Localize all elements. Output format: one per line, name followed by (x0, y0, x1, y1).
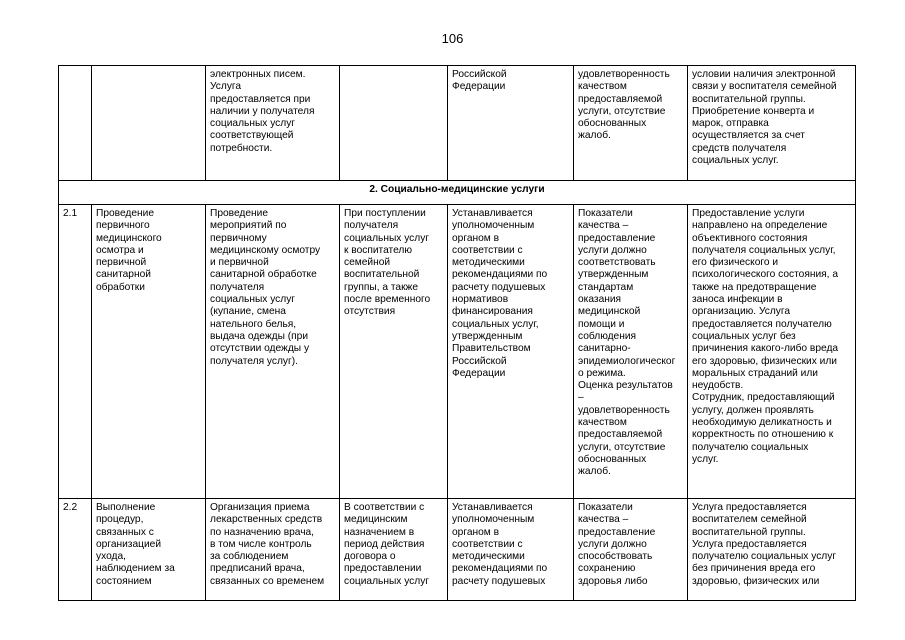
cell-quality (574, 205, 688, 499)
cell-text-line: качества – (578, 220, 629, 232)
cell-text-line: органом в (452, 526, 500, 538)
cell-text-line: рекомендациями по (452, 269, 548, 281)
cell-text-line: воспитательной группы. (692, 93, 806, 105)
cell-text-line: получателю социальных услуг (692, 551, 837, 563)
cell-text-line: процедур, (96, 514, 144, 526)
cell-text-line: предписаний врача, (210, 563, 305, 575)
cell-text-line: эпидемиологическог (578, 355, 676, 367)
cell-text-line: электронных писем. (210, 69, 306, 80)
cell-text-line: удовлетворенность (578, 404, 670, 416)
table-section-row (59, 181, 856, 205)
cell-text-line: предоставляемой (578, 429, 663, 441)
cell-text-line: санитарной обработке (210, 269, 317, 281)
cell-text-line: медицинского (96, 232, 162, 244)
cell-text-line: Приобретение конверта и (692, 105, 815, 117)
cell-text-line: – (578, 392, 584, 404)
cell-text-line: социальных услуг (344, 575, 430, 587)
cell-text-line: направлено на определение (692, 220, 828, 232)
cell-text-line: неудобств. (692, 380, 744, 392)
cell-text-line: качеством (578, 81, 627, 93)
cell-text-line: услуги, отсутствие (578, 105, 666, 117)
cell-text-line: связанных со временем (210, 575, 325, 587)
cell-text-line: Российской (452, 355, 507, 367)
cell-text-line: Показатели (578, 502, 633, 513)
cell-text-line: предоставляется получателю (692, 318, 832, 330)
cell-text-line: социальных услуг, (452, 318, 539, 330)
cell-text-line: способствовать (578, 551, 653, 563)
cell-text-line: социальных услуг без (692, 330, 796, 342)
cell-num: 2.1 (59, 205, 92, 499)
cell-text-line: наличии у получателя (210, 105, 315, 117)
cell-text-line: санитарно- (578, 343, 631, 355)
cell-text-line: его здоровью, физических или (692, 355, 837, 367)
cell-text-line: органом в (452, 232, 500, 244)
cell-timing (340, 66, 448, 181)
cell-text-line: Сотрудник, предоставляющий (692, 392, 835, 404)
cell-text-line: социальных услуг (344, 232, 430, 244)
cell-conditions (688, 499, 856, 601)
cell-text-line: обработки (96, 281, 145, 293)
cell-text-line: Проведение (96, 208, 154, 219)
cell-text-line: связи у воспитателя семейной (692, 81, 837, 93)
cell-text-line: о режима. (578, 367, 626, 379)
cell-text-line: потребности. (210, 142, 273, 154)
cell-service-name (92, 499, 206, 601)
cell-description (206, 66, 340, 181)
cell-description (206, 499, 340, 601)
cell-text-line: его физического и (692, 257, 779, 269)
cell-text-line: предоставляемой (578, 93, 663, 105)
cell-text-line: и первичной (210, 257, 269, 269)
cell-text-line: методическими (452, 551, 525, 563)
section-title: 2. Социально-медицинские услуги (59, 181, 856, 205)
cell-text-line: объективного состояния (692, 232, 808, 244)
cell-text-line: Устанавливается (452, 502, 533, 513)
cell-text-line: стандартам (578, 281, 634, 293)
cell-text-line: первичной (96, 257, 147, 269)
cell-text-line: качеством (578, 417, 627, 429)
cell-text-line: санитарной (96, 269, 151, 281)
cell-text-line: к воспитателю (344, 244, 413, 256)
cell-text-line: Российской (452, 69, 507, 80)
cell-text-line: отсутствия (344, 306, 396, 318)
cell-text-line: организацией (96, 538, 162, 550)
cell-text-line: Услуга предоставляется (692, 502, 807, 513)
cell-text-line: ухода, (96, 551, 126, 563)
cell-text-line: социальных услуг (210, 294, 296, 306)
cell-service-name (92, 205, 206, 499)
cell-text-line: необходимую деликатность и (692, 417, 832, 429)
cell-norms (448, 66, 574, 181)
cell-text-line: расчету подушевых (452, 575, 546, 587)
cell-text-line: за соблюдением (210, 551, 289, 563)
cell-text-line: предоставляется при (210, 93, 311, 105)
cell-text-line: осмотра и (96, 244, 144, 256)
cell-text-line: воспитательной (344, 269, 420, 281)
cell-text-line: Услуга предоставляется (692, 538, 807, 550)
cell-text-line: соответствующей (210, 130, 294, 142)
cell-text-line: обоснованных (578, 118, 647, 130)
cell-text-line: корректность по отношению к (692, 429, 834, 441)
cell-text-line: получателя (344, 220, 399, 232)
cell-text-line: расчету подушевых (452, 281, 546, 293)
cell-text-line: соответствии с (452, 538, 523, 550)
cell-text-line: услуг. (692, 453, 719, 465)
cell-text-line: отсутствии одежды у (210, 343, 310, 355)
cell-text-line: средств получателя (692, 142, 787, 154)
cell-num: 2.2 (59, 499, 92, 601)
cell-text-line: назначением в (344, 526, 415, 538)
cell-text-line: рекомендациями по (452, 563, 548, 575)
table-row-continued (59, 66, 856, 181)
cell-text-line: утвержденным (578, 269, 649, 281)
cell-text-line: жалоб. (578, 130, 611, 142)
cell-text-line: медицинской (578, 306, 641, 318)
cell-text-line: предоставление (578, 232, 656, 244)
cell-text-line: Федерации (452, 367, 506, 379)
cell-text-line: социальных услуг (210, 118, 296, 130)
cell-timing (340, 205, 448, 499)
cell-text-line: предоставление (578, 526, 656, 538)
cell-text-line: Услуга (210, 81, 242, 93)
cell-text-line: причинения какого-либо вреда (692, 343, 839, 355)
cell-text-line: здоровью, физических или (692, 575, 820, 587)
cell-timing (340, 499, 448, 601)
cell-norms (448, 205, 574, 499)
cell-text-line: получателя социальных услуг, (692, 244, 836, 256)
cell-text-line: соответствовать (578, 257, 656, 269)
cell-text-line: моральных страданий или (692, 367, 818, 379)
cell-text-line: уполномоченным (452, 220, 535, 232)
cell-text-line: условии наличия электронной (692, 69, 836, 80)
cell-text-line: Предоставление услуги (692, 208, 805, 219)
cell-text-line: нательного белья, (210, 318, 297, 330)
cell-text-line: Устанавливается (452, 208, 533, 219)
table-row-2-1 (59, 205, 856, 499)
cell-text-line: семейной (344, 257, 391, 269)
cell-text-line: организацию. Услуга (692, 306, 791, 318)
cell-text-line: получателя (210, 281, 265, 293)
cell-text-line: договора о (344, 551, 396, 563)
cell-text-line: жалоб. (578, 466, 611, 478)
cell-text-line: Организация приема (210, 502, 310, 513)
table-row-2-2 (59, 499, 856, 601)
cell-text-line: услуги должно (578, 244, 647, 256)
cell-text-line: качества – (578, 514, 629, 526)
cell-text-line: мероприятий по (210, 220, 287, 232)
cell-norms (448, 499, 574, 601)
cell-text-line: В соответствии с (344, 502, 425, 513)
cell-text-line: услуги, отсутствие (578, 441, 666, 453)
cell-text-line: осуществляется за счет (692, 130, 805, 142)
cell-text-line: состоянием (96, 575, 152, 587)
cell-text-line: нормативов (452, 294, 509, 306)
cell-text-line: получателю социальных (692, 441, 809, 453)
cell-text-line: удовлетворенность (578, 69, 670, 80)
cell-text-line: Выполнение (96, 502, 156, 513)
cell-text-line: медицинским (344, 514, 408, 526)
cell-text-line: Показатели (578, 208, 633, 219)
cell-text-line: Правительством (452, 343, 531, 355)
cell-text-line: марок, отправка (692, 118, 769, 130)
cell-text-line: связанных с (96, 526, 154, 538)
cell-text-line: выдача одежды (при (210, 330, 309, 342)
cell-text-line: обоснованных (578, 453, 647, 465)
cell-text-line: воспитателем семейной (692, 514, 807, 526)
cell-text-line: уполномоченным (452, 514, 535, 526)
cell-num (59, 66, 92, 181)
cell-text-line: группы, а также (344, 281, 419, 293)
cell-text-line: лекарственных средств (210, 514, 323, 526)
cell-text-line: период действия (344, 538, 425, 550)
cell-text-line: сохранению (578, 563, 636, 575)
cell-text-line: Оценка результатов (578, 380, 673, 392)
cell-text-line: социальных услуг. (692, 155, 779, 167)
cell-text-line: заноса инфекции в (692, 294, 783, 306)
cell-text-line: предоставлении (344, 563, 422, 575)
cell-service-name (92, 66, 206, 181)
cell-text-line: соответствии с (452, 244, 523, 256)
cell-quality (574, 499, 688, 601)
cell-text-line: (купание, смена (210, 306, 286, 318)
cell-text-line: услугу, должен проявлять (692, 404, 814, 416)
cell-text-line: помощи и (578, 318, 625, 330)
cell-text-line: соблюдения (578, 330, 637, 342)
cell-text-line: по назначению врача, (210, 526, 315, 538)
cell-text-line: услуги должно (578, 538, 647, 550)
cell-text-line: Проведение (210, 208, 268, 219)
cell-text-line: также на предотвращение (692, 281, 817, 293)
cell-quality (574, 66, 688, 181)
cell-text-line: первичному (210, 232, 267, 244)
cell-text-line: методическими (452, 257, 525, 269)
cell-text-line: При поступлении (344, 208, 426, 219)
cell-text-line: оказания (578, 294, 622, 306)
cell-text-line: финансирования (452, 306, 533, 318)
cell-text-line: получателя услуг). (210, 355, 298, 367)
cell-conditions (688, 205, 856, 499)
cell-conditions (688, 66, 856, 181)
cell-text-line: первичного (96, 220, 150, 232)
cell-description (206, 205, 340, 499)
cell-text-line: без причинения вреда его (692, 563, 816, 575)
cell-text-line: медицинскому осмотру (210, 244, 321, 256)
cell-text-line: психологического состояния, а (692, 269, 839, 281)
cell-text-line: в том числе контроль (210, 538, 312, 550)
cell-text-line: воспитательной группы. (692, 526, 806, 538)
cell-text-line: здоровья либо (578, 575, 648, 587)
cell-text-line: утвержденным (452, 330, 523, 342)
cell-text-line: наблюдением за (96, 563, 175, 575)
services-table (58, 65, 856, 601)
cell-text-line: после временного (344, 294, 431, 306)
page-number: 106 (441, 31, 464, 46)
cell-text-line: Федерации (452, 81, 506, 93)
